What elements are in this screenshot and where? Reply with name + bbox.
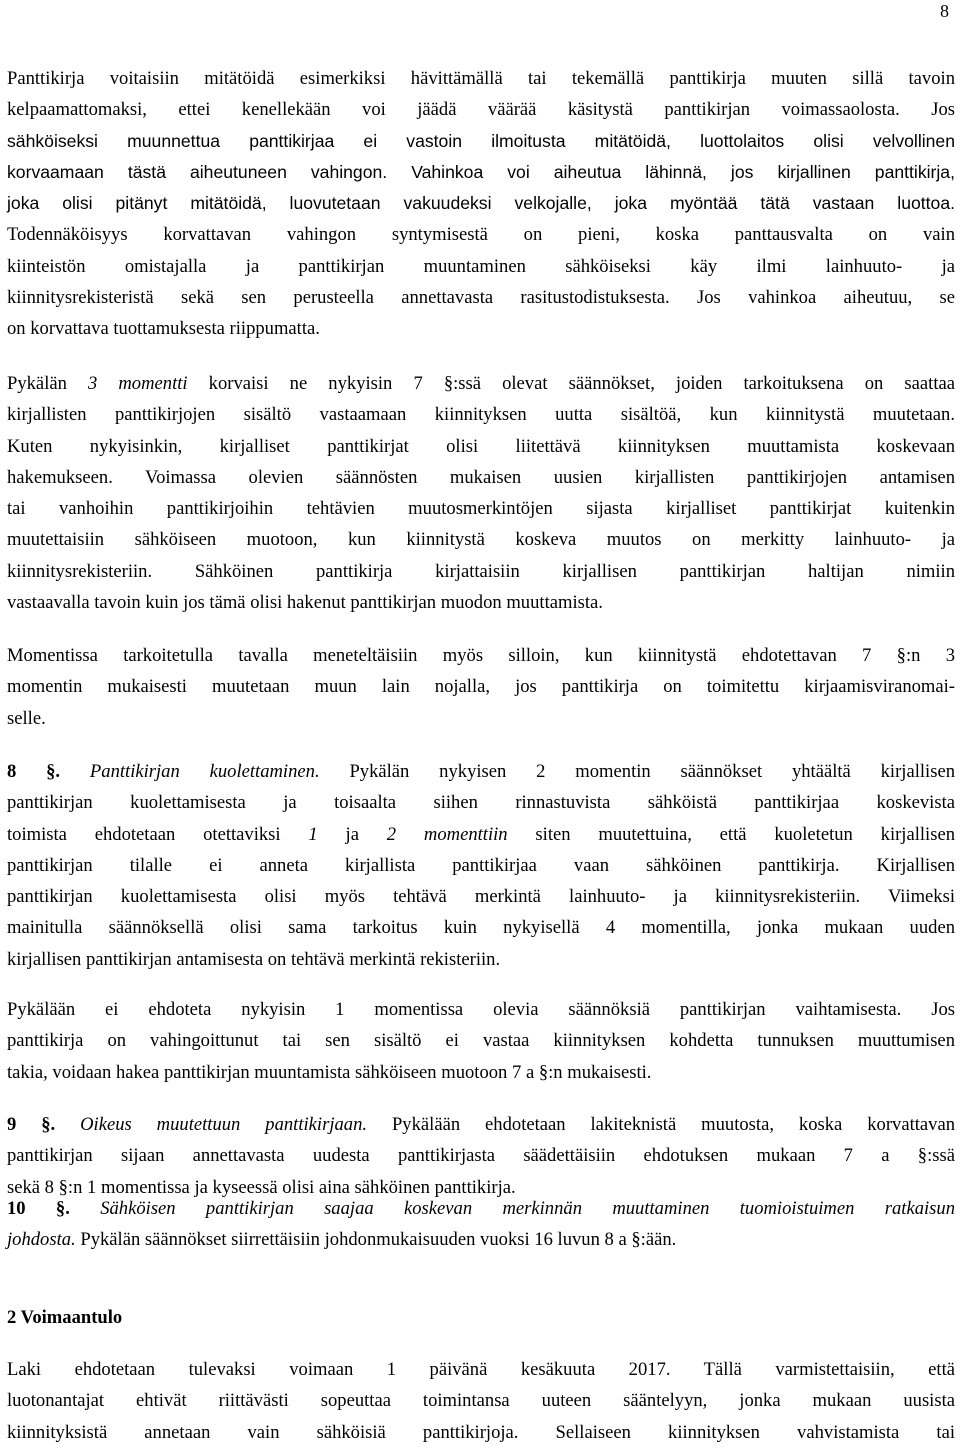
section-title: Oikeus muutettuun panttikirjaan.: [55, 1114, 368, 1135]
section-number: 9 §.: [7, 1114, 56, 1135]
paragraph-1: Panttikirja voitaisiin mitätöidä esimerkiksi hävittämällä tai tekemällä panttikirja muuten sillä tavoin kelpaamattomaksi, ettei kenellekään voi jäädä väärää käsitystä panttikirjan voimassaolosta. Jos sähköiseksi muunnettua panttikirjaa ei vastoin ilmoitusta mitätöidä, luottolaitos olisi velvollinen korvaamaan tästä aiheutuneen vahingon. Vahinkoa voi aiheutua lähinnä, jos kirjallinen panttikirja, joka olisi pitänyt mitätöidä, luovutetaan vakuudeksi velkojalle, joka myöntää tätä vastaan luottoa. Todennäköisyys korvattavan vahingon syntymisestä on pieni, koska panttausvalta on vain kiinteistön omistajalla ja panttikirjan muuntaminen sähköiseksi käy ilmi lainhuuto- ja kiinnitysrekisteristä sekä sen perusteella annettavasta rasitustodistuksesta. Jos vahinkoa aiheutuu, se on korvattava tuottamuksesta riippumatta.: [7, 68, 955, 340]
section-number: 8 §.: [7, 761, 61, 782]
paragraph-5: Pykälään ei ehdoteta nykyisin 1 momentissa olevia säännöksiä panttikirjan vaihtamisesta. Jos panttikirja on vahingoittunut tai sen sisältö ei vastaa kiinnityksen kohdetta tunnuksen muuttumisen takia, voidaan hakea panttikirjan muuntamista sähköiseen muotoon 7 a §:n mukaisesti.: [7, 999, 955, 1083]
section-title: Panttikirjan kuolettaminen.: [60, 761, 320, 782]
paragraph-section-9: 9 §. Oikeus muutettuun panttikirjaan. Pykälään ehdotetaan lakiteknistä muutosta, koska korvattavan panttikirjan sijaan annettavasta uudesta panttikirjasta säädettäisiin ehdotuksen mukaan 7 a §:ssä sekä 8 §:n 1 momentissa ja kyseessä olisi aina sähköinen panttikirja.: [7, 1114, 955, 1198]
paragraph-3: Momentissa tarkoitetulla tavalla meneteltäisiin myös silloin, kun kiinnitystä ehdotettavan 7 §:n 3 momentin mukaisesti muutetaan muun lain nojalla, jos panttikirja on toimitettu kirjaamisviranomai- selle.: [7, 645, 955, 729]
section-heading: 2 Voimaantulo: [7, 1307, 123, 1328]
paragraph-2: Pykälän 3 momentti korvaisi ne nykyisin 7 §:ssä olevat säännökset, joiden tarkoituksena on saattaa kirjallisten panttikirjojen sisältö vastaamaan kiinnityksen uutta sisältöä, kun kiinnitystä muutetaan. Kuten nykyisinkin, kirjalliset panttikirjat olisi liitettävä kiinnityksen muuttamista koskevaan hakemukseen. Voimassa olevien säännösten mukaisen uusien kirjallisten panttikirjojen antamisen tai vanhoihin panttikirjoihin tehtävien muutosmerkintöjen sijasta kirjalliset panttikirjat kuitenkin muutettaisiin sähköiseen muotoon, kun kiinnitystä koskeva muutos on merkitty lainhuuto- ja kiinnitysrekisteriin. Sähköinen panttikirja kirjattaisiin kirjallisen panttikirjan haltijan nimiin vastaavalla tavoin kuin jos tämä olisi hakenut panttikirjan muodon muuttamista.: [7, 373, 955, 614]
page-number: 8: [940, 1, 949, 21]
section-title: Sähköisen panttikirjan saajaa koskevan merkinnän muuttaminen tuomioistuimen ratkaisun: [69, 1198, 955, 1219]
paragraph-voimaantulo: Laki ehdotetaan tulevaksi voimaan 1 päivänä kesäkuuta 2017. Tällä varmistettaisiin, että luotonantajat ehtivät riittävästi sopeuttaa toimintansa uuteen sääntelyyn, jonka mukaan uusista kiinnityksistä annetaan vain sähköisiä panttikirjoja. Sellaiseen kiinnityksen vahvistamista tai: [7, 1359, 955, 1443]
paragraph-section-8: 8 §. Panttikirjan kuolettaminen. Pykälän nykyisen 2 momentin säännökset yhtäältä kirjallisen panttikirjan kuolettamisesta ja toisaalta siihen rinnastuvista sähköistä panttikirjaa koskevista toimista ehdotetaan otettaviksi 1 ja 2 momenttiin siten muutettuina, että kuoletetun kirjallisen panttikirjan tilalle ei anneta kirjallista panttikirjaa vaan sähköinen panttikirja. Kirjallisen panttikirjan kuolettamisesta olisi myös tehtävä merkintä lainhuuto- ja kiinnitysrekisteriin. Viimeksi mainitulla säännöksellä olisi sama tarkoitus kuin nykyisellä 4 momentilla, jonka mukaan uuden kirjallisen panttikirjan antamisesta on tehtävä merkintä rekisteriin.: [7, 761, 956, 970]
section-number: 10 §.: [7, 1198, 70, 1219]
paragraph-section-10: 10 §. Sähköisen panttikirjan saajaa koskevan merkinnän muuttaminen tuomioistuimen ratkaisun johdosta. Pykälän säännökset siirrettäisiin johdonmukaisuuden vuoksi 16 luvun 8 a §:ään.: [7, 1198, 955, 1251]
